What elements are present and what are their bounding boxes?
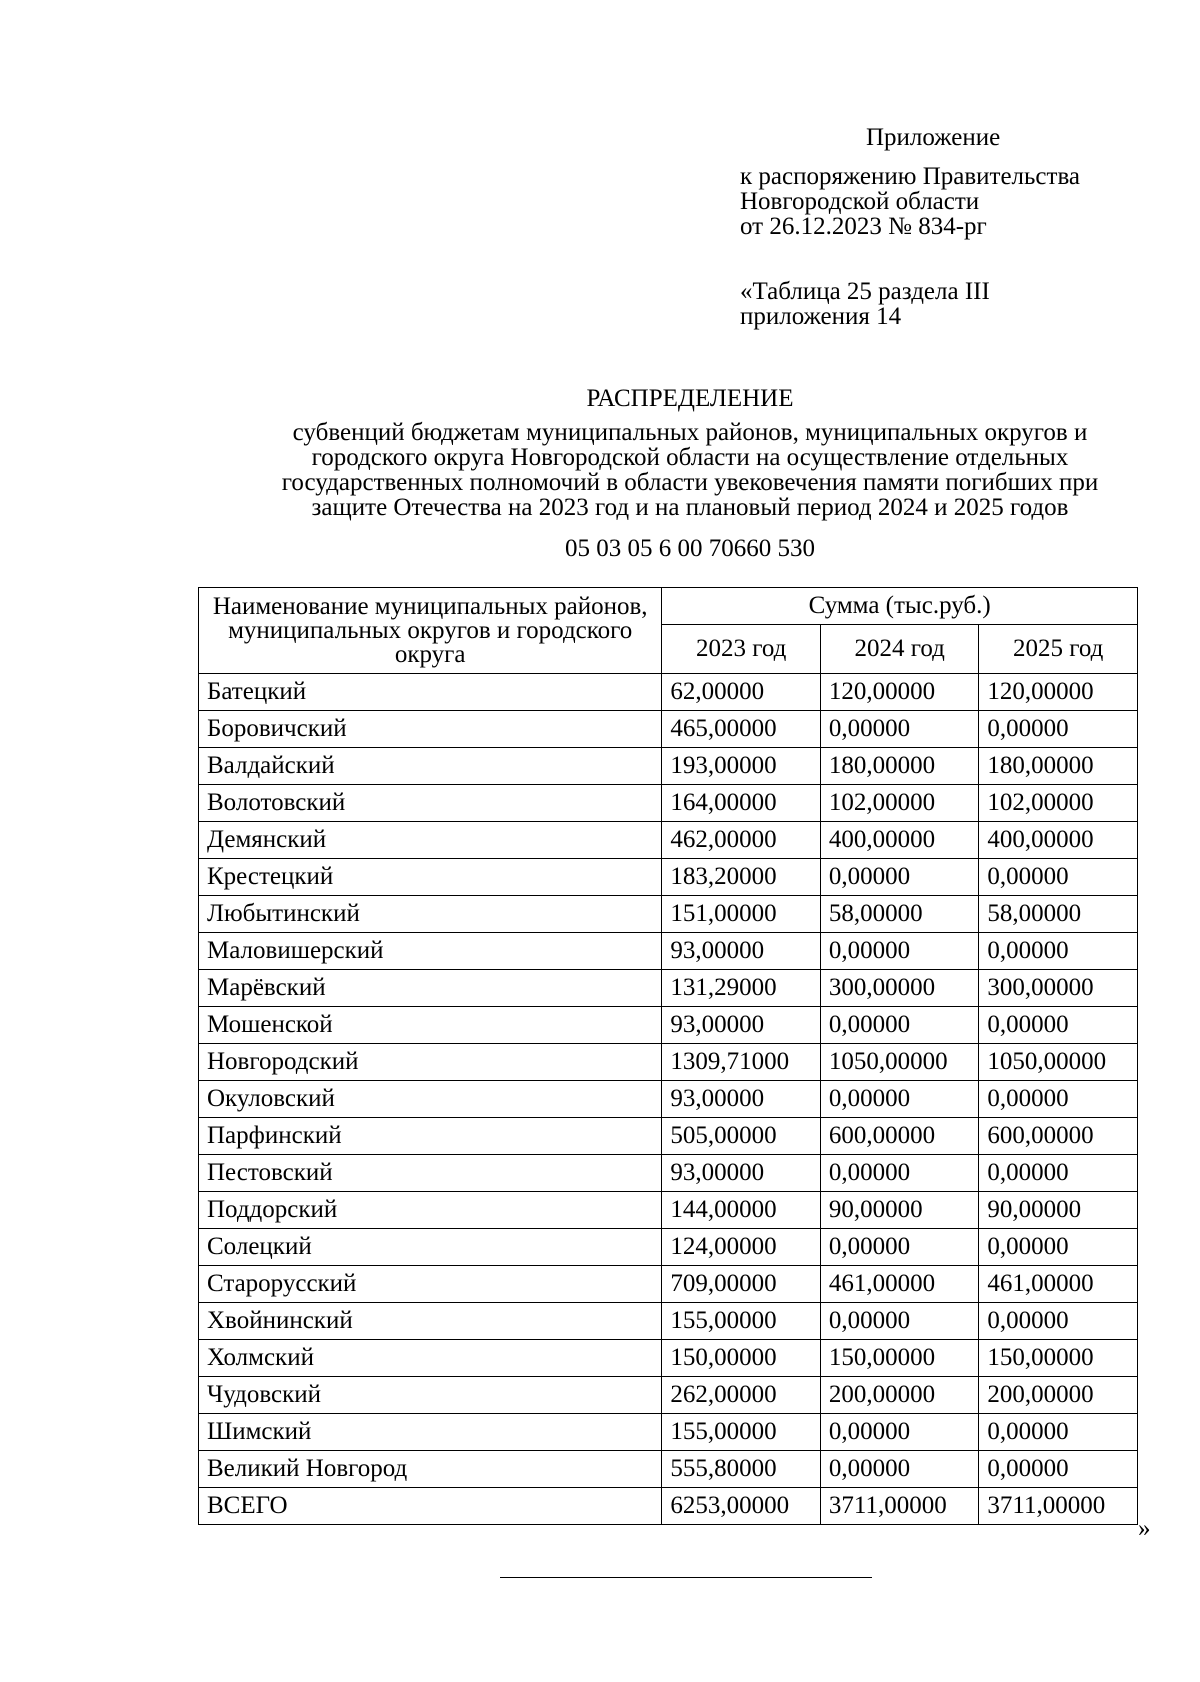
amount-cell: 193,00000	[662, 748, 821, 785]
table-row	[199, 711, 1138, 748]
amount-cell: 144,00000	[662, 1192, 821, 1229]
municipality-cell: Пестовский	[199, 1155, 662, 1192]
amount-cell: 0,00000	[979, 711, 1138, 748]
table-row	[199, 1414, 1138, 1451]
header-year-2023: 2023 год	[662, 625, 821, 674]
amount-cell: 1309,71000	[662, 1044, 821, 1081]
amount-cell: 555,80000	[662, 1451, 821, 1488]
amount-cell: 0,00000	[979, 1155, 1138, 1192]
municipality-cell: Поддорский	[199, 1192, 662, 1229]
table-row	[199, 748, 1138, 785]
amount-cell: 0,00000	[820, 711, 979, 748]
header-sum: Сумма (тыс.руб.)	[662, 588, 1138, 625]
amount-cell: 461,00000	[979, 1266, 1138, 1303]
amount-cell: 180,00000	[979, 748, 1138, 785]
table-row	[199, 1451, 1138, 1488]
amount-cell: 150,00000	[662, 1340, 821, 1377]
subtitle-line-4: защите Отечества на 2023 год и на плановый период 2024 и 2025 годов	[311, 494, 1069, 521]
table-row	[199, 1118, 1138, 1155]
amount-cell: 300,00000	[979, 970, 1138, 1007]
amount-cell: 0,00000	[820, 933, 979, 970]
amount-cell: 0,00000	[820, 1229, 979, 1266]
amount-cell: 90,00000	[979, 1192, 1138, 1229]
appendix-line-3: от 26.12.2023 № 834-рг	[740, 213, 987, 240]
amount-cell: 462,00000	[662, 822, 821, 859]
amount-cell: 600,00000	[979, 1118, 1138, 1155]
document-title: РАСПРЕДЕЛЕНИЕ	[586, 385, 794, 412]
amount-cell: 0,00000	[820, 1007, 979, 1044]
document-subtitle	[0, 420, 1200, 520]
amount-cell: 131,29000	[662, 970, 821, 1007]
table-row	[199, 896, 1138, 933]
total-row	[199, 1488, 1138, 1525]
appendix-line-2: Новгородской области	[740, 188, 980, 215]
amount-cell: 400,00000	[979, 822, 1138, 859]
amount-cell: 0,00000	[820, 1081, 979, 1118]
table-row	[199, 1007, 1138, 1044]
amount-cell: 0,00000	[979, 1451, 1138, 1488]
amount-cell: 1050,00000	[979, 1044, 1138, 1081]
municipality-cell: Валдайский	[199, 748, 662, 785]
amount-cell: 124,00000	[662, 1229, 821, 1266]
amount-cell: 155,00000	[662, 1414, 821, 1451]
amount-cell: 0,00000	[979, 1007, 1138, 1044]
amount-cell: 505,00000	[662, 1118, 821, 1155]
appendix-line-1: к распоряжению Правительства	[740, 163, 1081, 190]
amount-cell: 151,00000	[662, 896, 821, 933]
municipality-cell: Холмский	[199, 1340, 662, 1377]
end-separator-line	[500, 1577, 872, 1578]
amount-cell: 262,00000	[662, 1377, 821, 1414]
amount-cell: 93,00000	[662, 1081, 821, 1118]
amount-cell: 600,00000	[820, 1118, 979, 1155]
municipality-cell: Окуловский	[199, 1081, 662, 1118]
amount-cell: 120,00000	[979, 674, 1138, 711]
table-row	[199, 822, 1138, 859]
amount-cell: 93,00000	[662, 1155, 821, 1192]
header-year-2025: 2025 год	[979, 625, 1138, 674]
municipality-cell: Волотовский	[199, 785, 662, 822]
amount-cell: 120,00000	[820, 674, 979, 711]
amount-cell: 62,00000	[662, 674, 821, 711]
amount-cell: 93,00000	[662, 1007, 821, 1044]
appendix-block	[740, 125, 1160, 329]
amount-cell: 200,00000	[979, 1377, 1138, 1414]
amount-cell: 150,00000	[979, 1340, 1138, 1377]
municipality-cell: Крестецкий	[199, 859, 662, 896]
distribution-table	[198, 587, 1138, 1525]
subtitle-line-3: государственных полномочий в области увековечения памяти погибших при	[281, 469, 1099, 496]
amount-cell: 3711,00000	[820, 1488, 979, 1525]
table-row	[199, 1229, 1138, 1266]
amount-cell: 58,00000	[979, 896, 1138, 933]
table-body	[199, 674, 1138, 1525]
municipality-cell: Великий Новгород	[199, 1451, 662, 1488]
municipality-cell: Новгородский	[199, 1044, 662, 1081]
municipality-cell: Батецкий	[199, 674, 662, 711]
municipality-cell: Любытинский	[199, 896, 662, 933]
amount-cell: 0,00000	[979, 1414, 1138, 1451]
amount-cell: 0,00000	[979, 859, 1138, 896]
table-row	[199, 1266, 1138, 1303]
amount-cell: 0,00000	[820, 1303, 979, 1340]
municipality-cell: Чудовский	[199, 1377, 662, 1414]
municipality-cell: Боровичский	[199, 711, 662, 748]
closing-quote: »	[1138, 1515, 1151, 1542]
municipality-cell: Шимский	[199, 1414, 662, 1451]
amount-cell: 709,00000	[662, 1266, 821, 1303]
amount-cell: 150,00000	[820, 1340, 979, 1377]
amount-cell: 3711,00000	[979, 1488, 1138, 1525]
amount-cell: 0,00000	[820, 1451, 979, 1488]
amount-cell: 6253,00000	[662, 1488, 821, 1525]
amount-cell: 183,20000	[662, 859, 821, 896]
amount-cell: 164,00000	[662, 785, 821, 822]
amount-cell: 465,00000	[662, 711, 821, 748]
amount-cell: 90,00000	[820, 1192, 979, 1229]
amount-cell: 93,00000	[662, 933, 821, 970]
table-reference-line-2: приложения 14	[740, 303, 902, 330]
table-row	[199, 674, 1138, 711]
amount-cell: 300,00000	[820, 970, 979, 1007]
amount-cell: 0,00000	[979, 1081, 1138, 1118]
municipality-cell: Мошенской	[199, 1007, 662, 1044]
municipality-cell: ВСЕГО	[199, 1488, 662, 1525]
amount-cell: 0,00000	[820, 1155, 979, 1192]
amount-cell: 102,00000	[820, 785, 979, 822]
amount-cell: 180,00000	[820, 748, 979, 785]
appendix-heading: Приложение	[866, 124, 1001, 151]
budget-classification-code: 05 03 05 6 00 70660 530	[565, 535, 815, 562]
table-row	[199, 933, 1138, 970]
municipality-cell: Хвойнинский	[199, 1303, 662, 1340]
table-row	[199, 1303, 1138, 1340]
subtitle-line-1: субвенций бюджетам муниципальных районов, муниципальных округов и	[292, 419, 1088, 446]
table-reference-line-1: «Таблица 25 раздела III	[740, 278, 990, 305]
municipality-cell: Старорусский	[199, 1266, 662, 1303]
header-year-2024: 2024 год	[820, 625, 979, 674]
amount-cell: 155,00000	[662, 1303, 821, 1340]
table-row	[199, 1155, 1138, 1192]
header-municipality: Наименование муниципальных районов, муниципальных округов и городского округа	[199, 588, 662, 674]
municipality-cell: Марёвский	[199, 970, 662, 1007]
amount-cell: 0,00000	[979, 1303, 1138, 1340]
amount-cell: 0,00000	[820, 1414, 979, 1451]
amount-cell: 200,00000	[820, 1377, 979, 1414]
amount-cell: 400,00000	[820, 822, 979, 859]
municipality-cell: Демянский	[199, 822, 662, 859]
amount-cell: 461,00000	[820, 1266, 979, 1303]
amount-cell: 58,00000	[820, 896, 979, 933]
table-row	[199, 859, 1138, 896]
amount-cell: 0,00000	[979, 933, 1138, 970]
table-row	[199, 1340, 1138, 1377]
table-row	[199, 1044, 1138, 1081]
amount-cell: 0,00000	[820, 859, 979, 896]
table-row	[199, 1377, 1138, 1414]
table-row	[199, 785, 1138, 822]
amount-cell: 1050,00000	[820, 1044, 979, 1081]
amount-cell: 0,00000	[979, 1229, 1138, 1266]
subtitle-line-2: городского округа Новгородской области на осуществление отдельных	[311, 444, 1069, 471]
municipality-cell: Парфинский	[199, 1118, 662, 1155]
municipality-cell: Маловишерский	[199, 933, 662, 970]
table-row	[199, 1192, 1138, 1229]
amount-cell: 102,00000	[979, 785, 1138, 822]
table-row	[199, 1081, 1138, 1118]
municipality-cell: Солецкий	[199, 1229, 662, 1266]
table-row	[199, 970, 1138, 1007]
